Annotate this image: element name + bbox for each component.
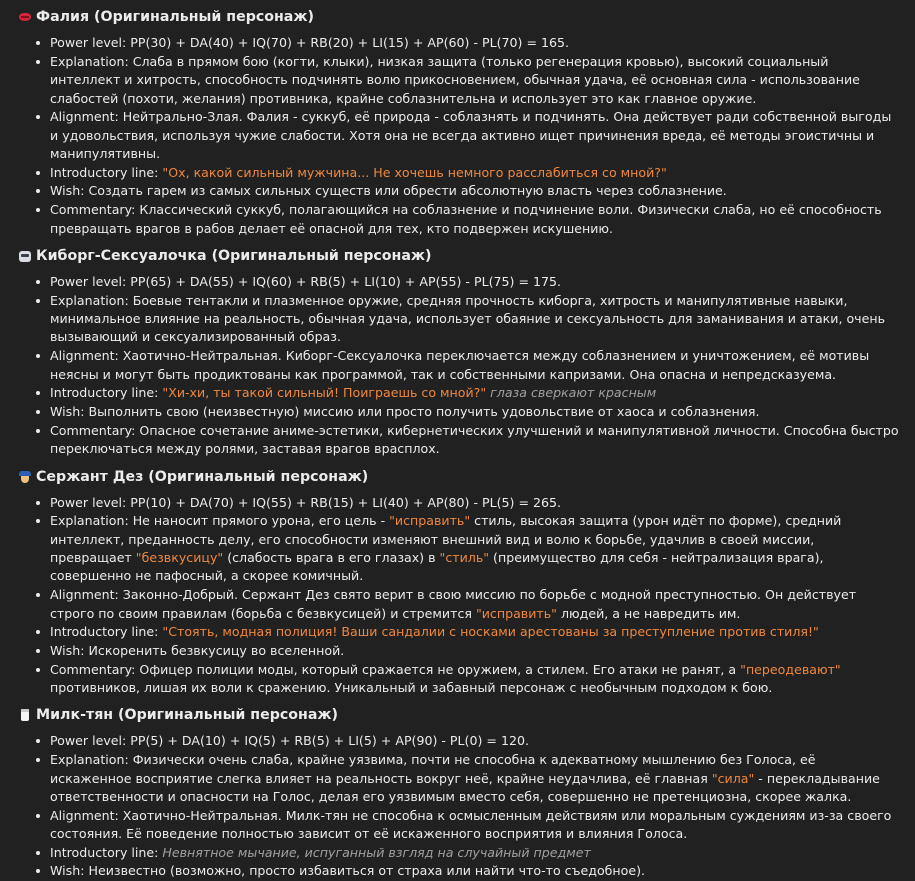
list-item: Wish: Создать гарем из самых сильных существ или обрести абсолютную власть через соблазнение. — [50, 182, 899, 200]
list-item: Power level: PP(30) + DA(40) + IQ(70) + RB(20) + LI(15) + AP(60) - PL(70) = 165. — [50, 34, 899, 52]
list-item: Commentary: Офицер полиции моды, который сражается не оружием, а стилем. Его атаки не ранят, а "переодевают" противников, лишая их воли к сражению. Уникальный и забавный персонаж с необычным подходом к бою. — [50, 661, 899, 698]
list-item: Wish: Выполнить свою (неизвестную) миссию или просто получить удовольствие от хаоса и соблазнения. — [50, 403, 899, 421]
list-item: Wish: Искоренить безвкусицу во вселенной. — [50, 642, 899, 660]
list-item: Explanation: Не наносит прямого урона, его цель - "исправить" стиль, высокая защита (урон идёт по форме), средний интеллект, преданность делу, его способности изменяют внешний вид и волю к борьбе, удачлив в своей миссии, превращает "безвкусицу" (слабость врага в его глазах) в "стиль" (преимущество для себя - нейтрализация врага), совершенно не пафосный, а скорее комичный. — [50, 512, 899, 586]
attribute-list — [18, 34, 899, 238]
section-title: Сержант Дез (Оригинальный персонаж) — [36, 468, 369, 485]
list-item: Power level: PP(10) + DA(70) + IQ(55) + RB(15) + LI(40) + AP(80) - PL(5) = 265. — [50, 494, 899, 512]
quote: "Ох, какой сильный мужчина... Не хочешь немного расслабиться со мной?" — [162, 164, 667, 180]
list-item: Power level: PP(5) + DA(10) + IQ(5) + RB(5) + LI(5) + AP(90) - PL(0) = 120. — [50, 732, 899, 750]
section-title: Милк-тян (Оригинальный персонаж) — [36, 707, 339, 724]
quote: "Стоять, модная полиция! Ваши сандалии с носками арестованы за преступление против стиля!" — [162, 624, 819, 640]
attribute-list — [18, 494, 899, 698]
section-heading — [18, 705, 899, 725]
section-heading — [18, 246, 899, 266]
list-item: Power level: PP(65) + DA(55) + IQ(60) + RB(5) + LI(10) + AP(55) - PL(75) = 175. — [50, 273, 899, 291]
list-item: Introductory line: Невнятное мычание, испуганный взгляд на случайный предмет — [50, 844, 899, 862]
section-heading — [18, 467, 899, 487]
robot-emoji-icon — [18, 249, 32, 263]
attribute-list — [18, 732, 899, 880]
stage-note: Невнятное мычание, испуганный взгляд на случайный предмет — [162, 844, 591, 860]
police-officer-emoji-icon — [18, 470, 32, 484]
section-title: Фалия (Оригинальный персонаж) — [36, 9, 314, 25]
quote: "Хи-хи, ты такой сильный! Поиграешь со мной?" — [162, 385, 487, 401]
character-section-cyborg — [18, 246, 899, 459]
character-section-milk-chan — [18, 705, 899, 880]
milk-glass-emoji-icon — [18, 708, 32, 722]
list-item: Wish: Неизвестно (возможно, просто избавиться от страха или найти что-то съедобное). — [50, 862, 899, 880]
list-item: Explanation: Боевые тентакли и плазменное оружие, средняя прочность киборга, хитрость и манипулятивные навыки, минимальное влияние на реальность, обычная удача, использует обаяние и сексуальность для заманивания и атаки, очень вызывающий и сексуализированный образ. — [50, 292, 899, 347]
section-title: Киборг-Сексуалочка (Оригинальный персонаж) — [36, 247, 432, 264]
list-item: Alignment: Хаотично-Нейтральная. Милк-тян не способна к осмысленным действиям или моральным суждениям из-за своего состояния. Её поведение полностью зависит от её искаженного восприятия и влияния Голоса. — [50, 807, 899, 844]
character-section-sergeant-dez — [18, 467, 899, 698]
list-item: Commentary: Опасное сочетание аниме-эстетики, кибернетических улучшений и манипулятивной личности. Способна быстро переключаться между ролями, заставая врагов врасплох. — [50, 422, 899, 459]
section-heading — [18, 7, 899, 27]
list-item: Introductory line: "Стоять, модная полиция! Ваши сандалии с носками арестованы за преступление против стиля!" — [50, 623, 899, 641]
attribute-list — [18, 273, 899, 459]
stage-note: глаза сверкают красным — [490, 385, 657, 401]
character-section-falia — [18, 7, 899, 238]
list-item: Introductory line: "Хи-хи, ты такой сильный! Поиграешь со мной?" глаза сверкают красным — [50, 384, 899, 402]
list-item: Alignment: Нейтрально-Злая. Фалия - суккуб, её природа - соблазнять и подчинять. Она действует ради собственной выгоды и удовольствия, используя чужие слабости. Хотя она не всегда активно ищет причинения вреда, её методы эгоистичны и манипулятивны. — [50, 108, 899, 163]
list-item: Explanation: Слаба в прямом бою (когти, клыки), низкая защита (только регенерация кровью), высокий социальный интеллект и хитрость, способность подчинять волю прикосновением, обычная удача, её основная сила - использование слабостей (похоти, желания) противника, крайне соблазнительна и использует это как главное оружие. — [50, 53, 899, 108]
list-item: Introductory line: "Ох, какой сильный мужчина... Не хочешь немного расслабиться со мной?" — [50, 164, 899, 182]
list-item: Alignment: Хаотично-Нейтральная. Киборг-Сексуалочка переключается между соблазнением и уничтожением, её мотивы неясны и могут быть продиктованы как программой, так и собственными капризами. Она опасна и непредсказуема. — [50, 347, 899, 384]
list-item: Alignment: Законно-Добрый. Сержант Дез свято верит в свою миссию по борьбе с модной преступностью. Он действует строго по своим правилам (борьба с безвкусицей) и стремится "исправить" людей, а не навредить им. — [50, 586, 899, 623]
lips-emoji-icon — [18, 10, 32, 24]
list-item: Commentary: Классический суккуб, полагающийся на соблазнение и подчинение воли. Физически слаба, но её способность превращать врагов в рабов делает её опасной для тех, кто подвержен искушению. — [50, 201, 899, 238]
list-item: Explanation: Физически очень слаба, крайне уязвима, почти не способна к адекватному мышлению без Голоса, её искаженное восприятие слегка влияет на реальность вокруг неё, крайне неудачлива, её главная "сила" - перекладывание ответственности и опасности на Голос, делая его уязвимым вместо себя, совершенно не претенциозна, скорее жалка. — [50, 751, 899, 806]
